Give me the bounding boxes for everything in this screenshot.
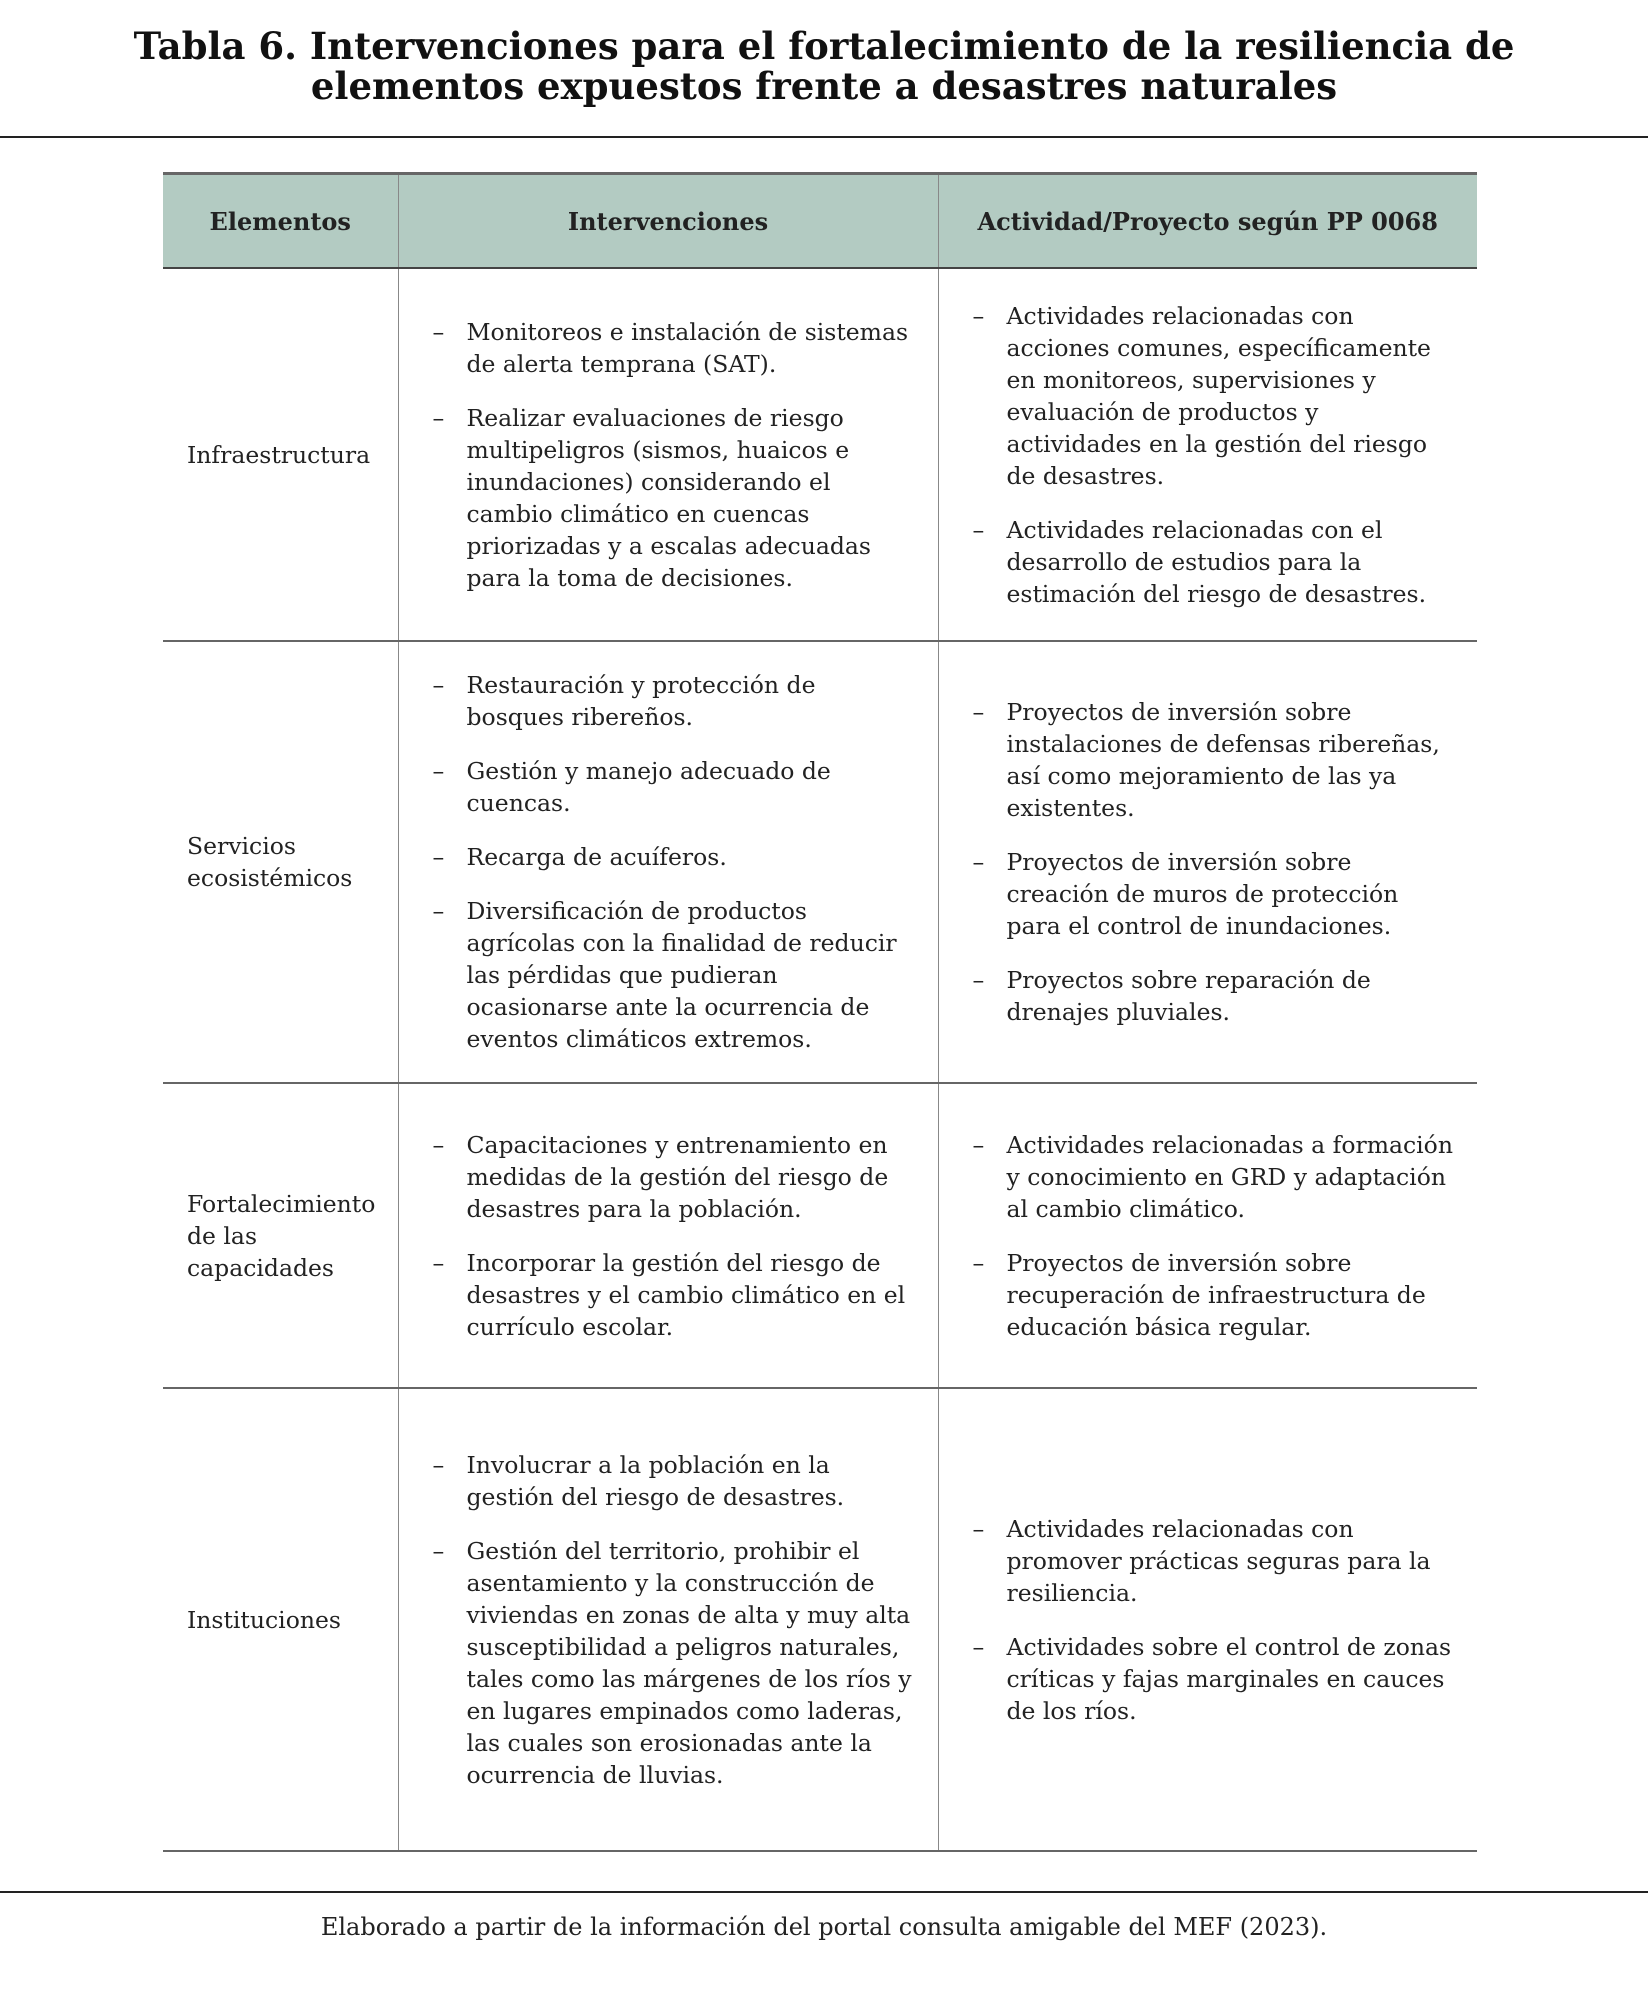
- activities-cell: [938, 268, 1477, 641]
- source-note: Elaborado a partir de la información del portal consulta amigable del MEF (2023).: [320, 1913, 1328, 1941]
- list-item: – Monitoreos e instalación de sistemas de alerta temprana (SAT).: [433, 316, 918, 380]
- title-line-1: Tabla 6. Intervenciones para el fortalecimiento de la resiliencia de: [133, 24, 1515, 68]
- list-item: – Actividades relacionadas con acciones comunes, específicamente en monitoreos, supervisiones y evaluación de productos y actividades en la gestión del riesgo de desastres.: [973, 300, 1458, 492]
- table-row: [163, 1083, 1477, 1388]
- list-item: – Gestión y manejo adecuado de cuencas.: [433, 755, 918, 819]
- list-item: – Actividades relacionadas con promover prácticas seguras para la resiliencia.: [973, 1513, 1458, 1609]
- table-row: [163, 1388, 1477, 1851]
- table-row: [163, 641, 1477, 1083]
- element-cell: Instituciones: [163, 1388, 398, 1851]
- list-item: – Capacitaciones y entrenamiento en medidas de la gestión del riesgo de desastres para la población.: [433, 1129, 918, 1225]
- list-item: – Recarga de acuíferos.: [433, 841, 918, 873]
- header-intervenciones: Intervenciones: [398, 174, 938, 269]
- table-title: [0, 26, 1648, 106]
- bottom-rule: [0, 1891, 1648, 1893]
- element-cell: Infraestructura: [163, 268, 398, 641]
- title-line-2: elementos expuestos frente a desastres naturales: [310, 64, 1338, 108]
- list-item: – Proyectos de inversión sobre instalaciones de defensas ribereñas, así como mejoramiento de las ya existentes.: [973, 696, 1458, 824]
- interventions-cell: [398, 1388, 938, 1851]
- list-item: – Proyectos de inversión sobre recuperación de infraestructura de educación básica regular.: [973, 1247, 1458, 1343]
- table-row: [163, 268, 1477, 641]
- list-item: – Actividades sobre el control de zonas críticas y fajas marginales en cauces de los ríos.: [973, 1631, 1458, 1727]
- element-cell: Fortalecimiento de las capacidades: [163, 1083, 398, 1388]
- interventions-cell: [398, 1083, 938, 1388]
- list-item: – Realizar evaluaciones de riesgo multipeligros (sismos, huaicos e inundaciones) considerando el cambio climático en cuencas priorizadas y a escalas adecuadas para la toma de decisiones.: [433, 402, 918, 594]
- list-item: – Actividades relacionadas con el desarrollo de estudios para la estimación del riesgo de desastres.: [973, 514, 1458, 610]
- list-item: – Involucrar a la población en la gestión del riesgo de desastres.: [433, 1449, 918, 1513]
- list-item: – Diversificación de productos agrícolas con la finalidad de reducir las pérdidas que pudieran ocasionarse ante la ocurrencia de eventos climáticos extremos.: [433, 895, 918, 1055]
- header-row: [163, 174, 1477, 269]
- list-item: – Proyectos sobre reparación de drenajes pluviales.: [973, 964, 1458, 1028]
- activities-cell: [938, 1083, 1477, 1388]
- list-item: – Proyectos de inversión sobre creación de muros de protección para el control de inundaciones.: [973, 846, 1458, 942]
- list-item: – Incorporar la gestión del riesgo de desastres y el cambio climático en el currículo escolar.: [433, 1247, 918, 1343]
- list-item: – Gestión del territorio, prohibir el asentamiento y la construcción de viviendas en zonas de alta y muy alta susceptibilidad a peligros naturales, tales como las márgenes de los ríos y en lugares empinados como laderas, las cuales son erosionadas ante la ocurrencia de lluvias.: [433, 1535, 918, 1791]
- list-item: – Actividades relacionadas a formación y conocimiento en GRD y adaptación al cambio climático.: [973, 1129, 1458, 1225]
- top-rule: [0, 136, 1648, 138]
- element-cell: Servicios ecosistémicos: [163, 641, 398, 1083]
- interventions-cell: [398, 268, 938, 641]
- header-elementos: Elementos: [163, 174, 398, 269]
- header-actividad: Actividad/Proyecto según PP 0068: [938, 174, 1477, 269]
- activities-cell: [938, 641, 1477, 1083]
- list-item: – Restauración y protección de bosques ribereños.: [433, 669, 918, 733]
- activities-cell: [938, 1388, 1477, 1851]
- interventions-table: [163, 172, 1477, 1852]
- interventions-cell: [398, 641, 938, 1083]
